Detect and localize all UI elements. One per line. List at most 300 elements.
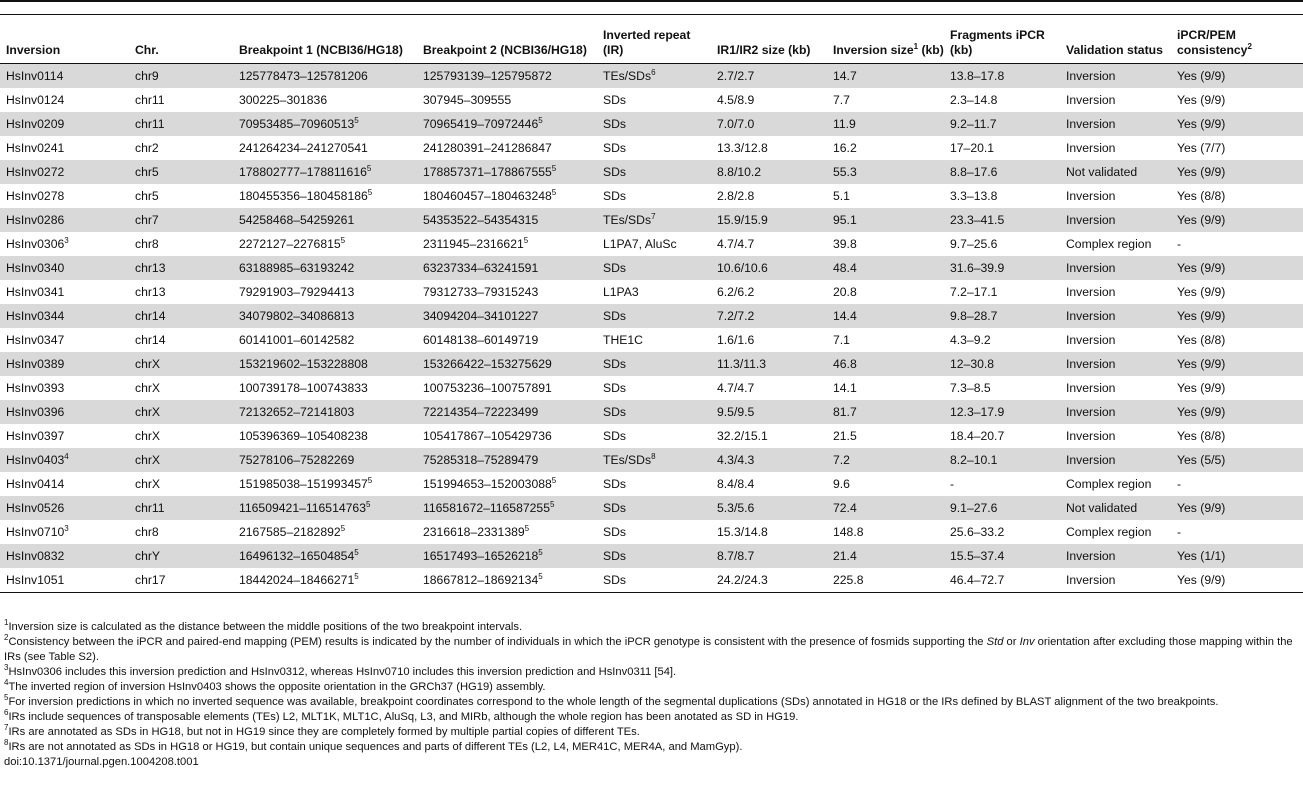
footnote-marker: 5 — [354, 548, 359, 557]
cell-consistency-text: - — [1177, 477, 1182, 491]
cell-breakpoint-1-text: 60141001–60142582 — [239, 333, 355, 347]
cell-breakpoint-1-text: 16496132–16504854 — [239, 549, 355, 563]
cell-breakpoint-1 — [233, 472, 417, 496]
cell-ir-size-text: 32.2/15.1 — [717, 429, 768, 443]
cell-inverted-repeat-text: L1PA3 — [603, 285, 639, 299]
cell-chr-text: chr11 — [135, 93, 165, 107]
cell-validation-status — [1060, 520, 1171, 544]
cell-breakpoint-2-text: 153266422–153275629 — [423, 357, 552, 371]
table-row — [0, 376, 1303, 400]
table-row — [0, 280, 1303, 304]
cell-fragments-ipcr — [944, 88, 1060, 112]
cell-breakpoint-1-text: 125778473–125781206 — [239, 69, 368, 83]
cell-ir-size — [711, 208, 827, 232]
footnote-text: IRs include sequences of transposable elements (TEs) L2, MLT1K, MLT1C, AluSq, L3, and MIRb, although the whole region has been anotated as SD in HG19. — [8, 711, 799, 723]
cell-breakpoint-1-text: 75278106–75282269 — [239, 453, 355, 467]
cell-validation-status-text: Inversion — [1066, 285, 1116, 299]
cell-breakpoint-1 — [233, 160, 417, 184]
footnote-marker: 5 — [366, 164, 372, 173]
cell-validation-status-text: Inversion — [1066, 357, 1116, 371]
cell-consistency — [1171, 544, 1303, 568]
cell-consistency-text: Yes (9/9) — [1177, 285, 1226, 299]
cell-breakpoint-1 — [233, 568, 417, 593]
cell-validation-status — [1060, 424, 1171, 448]
cell-consistency — [1171, 280, 1303, 304]
cell-inverted-repeat — [597, 496, 711, 520]
cell-inverted-repeat — [597, 112, 711, 136]
cell-breakpoint-2-text: 180460457–180463248 — [423, 189, 552, 203]
col-header-inverted-repeat: Inverted repeat (IR) — [597, 28, 711, 64]
cell-chr-text: chrX — [135, 477, 161, 491]
cell-inverted-repeat — [597, 208, 711, 232]
cell-ir-size-text: 4.7/4.7 — [717, 237, 755, 251]
cell-consistency — [1171, 160, 1303, 184]
cell-inversion — [0, 424, 129, 448]
footnote-number: 1 — [4, 618, 9, 627]
cell-breakpoint-2 — [417, 184, 597, 208]
cell-fragments-ipcr-text: 2.3–14.8 — [950, 93, 998, 107]
cell-inversion-text: HsInv0414 — [6, 477, 65, 491]
cell-inversion-size-text: 48.4 — [833, 261, 857, 275]
cell-inverted-repeat — [597, 472, 711, 496]
footnote-text: or — [1003, 636, 1020, 648]
cell-consistency-text: Yes (8/8) — [1177, 189, 1226, 203]
cell-chr — [129, 328, 233, 352]
cell-inversion-size-text: 7.7 — [833, 93, 850, 107]
cell-consistency — [1171, 136, 1303, 160]
footnote-marker: 5 — [538, 116, 543, 125]
col-header-validation-status: Validation status — [1060, 28, 1171, 64]
cell-consistency — [1171, 208, 1303, 232]
cell-fragments-ipcr-text: 31.6–39.9 — [950, 261, 1005, 275]
cell-consistency-text: Yes (5/5) — [1177, 453, 1226, 467]
cell-breakpoint-1-text: 178802777–178811616 — [239, 165, 367, 179]
cell-chr-text: chr13 — [135, 261, 166, 275]
cell-fragments-ipcr — [944, 472, 1060, 496]
cell-inversion-size-text: 21.5 — [833, 429, 857, 443]
cell-inversion-text: HsInv0241 — [6, 141, 65, 155]
cell-consistency — [1171, 400, 1303, 424]
cell-breakpoint-2-text: 125793139–125795872 — [423, 69, 552, 83]
cell-ir-size-text: 2.8/2.8 — [717, 189, 755, 203]
cell-breakpoint-1 — [233, 184, 417, 208]
cell-inversion-size-text: 225.8 — [833, 573, 864, 587]
cell-validation-status — [1060, 232, 1171, 256]
cell-consistency-text: Yes (9/9) — [1177, 381, 1226, 395]
cell-inversion-size — [827, 136, 944, 160]
cell-inversion-text: HsInv0209 — [6, 117, 65, 131]
cell-validation-status-text: Not validated — [1066, 165, 1138, 179]
cell-breakpoint-1-text: 72132652–72141803 — [239, 405, 355, 419]
cell-inversion-size-text: 21.4 — [833, 549, 857, 563]
cell-inverted-repeat-text: SDs — [603, 501, 627, 515]
cell-chr-text: chrX — [135, 357, 161, 371]
cell-breakpoint-2 — [417, 376, 597, 400]
cell-inversion — [0, 64, 129, 89]
cell-consistency-text: - — [1177, 237, 1182, 251]
cell-consistency — [1171, 520, 1303, 544]
cell-chr-text: chr9 — [135, 69, 159, 83]
table-row — [0, 352, 1303, 376]
cell-ir-size — [711, 544, 827, 568]
footnote-6 — [4, 710, 1299, 725]
cell-ir-size-text: 8.7/8.7 — [717, 549, 755, 563]
cell-fragments-ipcr-text: 8.2–10.1 — [950, 453, 998, 467]
cell-breakpoint-1 — [233, 328, 417, 352]
cell-breakpoint-2 — [417, 280, 597, 304]
cell-ir-size-text: 24.2/24.3 — [717, 573, 768, 587]
footnote-marker: 5 — [367, 476, 373, 485]
cell-inversion — [0, 160, 129, 184]
table-row — [0, 208, 1303, 232]
cell-breakpoint-1 — [233, 280, 417, 304]
cell-inversion-size — [827, 160, 944, 184]
cell-inversion — [0, 352, 129, 376]
footnote-marker: 4 — [64, 452, 69, 461]
cell-fragments-ipcr-text: - — [950, 477, 955, 491]
cell-fragments-ipcr-text: 3.3–13.8 — [950, 189, 998, 203]
cell-breakpoint-1-text: 116509421–116514763 — [239, 501, 366, 515]
footnote-number: 8 — [4, 738, 9, 747]
cell-inversion-size-text: 14.1 — [833, 381, 857, 395]
cell-validation-status — [1060, 184, 1171, 208]
cell-chr-text: chr5 — [135, 189, 159, 203]
cell-inversion — [0, 496, 129, 520]
cell-inversion — [0, 280, 129, 304]
cell-chr — [129, 448, 233, 472]
cell-inversion-text: HsInv0832 — [6, 549, 65, 563]
footnote-marker: 5 — [538, 572, 543, 581]
cell-inversion-size — [827, 544, 944, 568]
cell-fragments-ipcr-text: 15.5–37.4 — [950, 549, 1005, 563]
cell-validation-status-text: Inversion — [1066, 261, 1116, 275]
cell-inversion-size — [827, 472, 944, 496]
cell-fragments-ipcr-text: 12.3–17.9 — [950, 405, 1005, 419]
cell-ir-size — [711, 256, 827, 280]
cell-fragments-ipcr — [944, 568, 1060, 593]
cell-inversion — [0, 328, 129, 352]
cell-breakpoint-2 — [417, 544, 597, 568]
table-row — [0, 232, 1303, 256]
doi-line: doi:10.1371/journal.pgen.1004208.t001 — [4, 756, 199, 768]
cell-breakpoint-1-text: 151985038–151993457 — [239, 477, 368, 491]
cell-chr — [129, 424, 233, 448]
cell-inversion-size — [827, 496, 944, 520]
cell-fragments-ipcr — [944, 448, 1060, 472]
cell-consistency-text: Yes (9/9) — [1177, 357, 1226, 371]
cell-chr — [129, 376, 233, 400]
footnote-list — [4, 620, 1299, 755]
cell-chr-text: chrX — [135, 405, 161, 419]
cell-ir-size-text: 4.7/4.7 — [717, 381, 755, 395]
col-header-breakpoint-1: Breakpoint 1 (NCBI36/HG18) — [233, 28, 417, 64]
footnote-8 — [4, 740, 1299, 755]
cell-inversion-size-text: 46.8 — [833, 357, 857, 371]
cell-ir-size-text: 15.3/14.8 — [717, 525, 768, 539]
footnote-number: 2 — [4, 633, 9, 642]
cell-ir-size-text: 7.2/7.2 — [717, 309, 755, 323]
cell-chr — [129, 184, 233, 208]
cell-chr — [129, 208, 233, 232]
cell-inverted-repeat-text: TEs/SDs — [603, 69, 652, 83]
cell-inversion-text: HsInv0347 — [6, 333, 65, 347]
cell-breakpoint-1 — [233, 112, 417, 136]
cell-inverted-repeat-text: SDs — [603, 309, 627, 323]
cell-chr — [129, 280, 233, 304]
table-row — [0, 256, 1303, 280]
cell-validation-status-text: Inversion — [1066, 453, 1116, 467]
cell-ir-size — [711, 328, 827, 352]
cell-inversion-size-text: 9.6 — [833, 477, 850, 491]
cell-breakpoint-1 — [233, 520, 417, 544]
cell-fragments-ipcr — [944, 520, 1060, 544]
cell-chr — [129, 136, 233, 160]
cell-inversion-size — [827, 280, 944, 304]
cell-breakpoint-2 — [417, 400, 597, 424]
cell-consistency-text: Yes (9/9) — [1177, 93, 1226, 107]
cell-inverted-repeat-text: THE1C — [603, 333, 643, 347]
cell-chr-text: chr2 — [135, 141, 159, 155]
cell-breakpoint-1-text: 18442024–18466271 — [239, 573, 355, 587]
cell-chr — [129, 88, 233, 112]
cell-validation-status — [1060, 496, 1171, 520]
cell-breakpoint-1-text: 79291903–79294413 — [239, 285, 355, 299]
cell-fragments-ipcr-text: 7.2–17.1 — [950, 285, 998, 299]
cell-chr-text: chr14 — [135, 309, 166, 323]
cell-inverted-repeat — [597, 232, 711, 256]
table-row — [0, 88, 1303, 112]
cell-inversion-size-text: 7.1 — [833, 333, 850, 347]
cell-inversion — [0, 112, 129, 136]
cell-ir-size-text: 1.6/1.6 — [717, 333, 755, 347]
cell-consistency-text: Yes (9/9) — [1177, 309, 1226, 323]
cell-breakpoint-2-text: 100753236–100757891 — [423, 381, 552, 395]
footnote-marker: 5 — [340, 236, 346, 245]
cell-breakpoint-2-text: 75285318–75289479 — [423, 453, 539, 467]
cell-inverted-repeat-text: SDs — [603, 141, 627, 155]
table-row — [0, 328, 1303, 352]
cell-chr — [129, 472, 233, 496]
cell-breakpoint-2 — [417, 160, 597, 184]
cell-inversion-text: HsInv0278 — [6, 189, 65, 203]
cell-breakpoint-1 — [233, 424, 417, 448]
cell-inversion-size-text: 14.4 — [833, 309, 857, 323]
cell-fragments-ipcr-text: 46.4–72.7 — [950, 573, 1005, 587]
cell-consistency-text: Yes (9/9) — [1177, 117, 1226, 131]
cell-fragments-ipcr-text: 18.4–20.7 — [950, 429, 1005, 443]
footnote-marker: 3 — [64, 524, 69, 533]
cell-fragments-ipcr-text: 4.3–9.2 — [950, 333, 991, 347]
cell-breakpoint-1-text: 180455356–180458186 — [239, 189, 368, 203]
cell-inverted-repeat — [597, 280, 711, 304]
cell-chr — [129, 568, 233, 593]
cell-breakpoint-2 — [417, 520, 597, 544]
cell-chr-text: chr5 — [135, 165, 159, 179]
cell-breakpoint-2-text: 116581672–116587255 — [423, 501, 550, 515]
col-header-inversion: Inversion — [0, 28, 129, 64]
cell-inversion-size — [827, 448, 944, 472]
cell-breakpoint-2 — [417, 208, 597, 232]
cell-consistency-text: Yes (7/7) — [1177, 141, 1226, 155]
cell-ir-size — [711, 88, 827, 112]
cell-inverted-repeat — [597, 304, 711, 328]
cell-fragments-ipcr — [944, 376, 1060, 400]
cell-breakpoint-2 — [417, 496, 597, 520]
cell-inverted-repeat — [597, 256, 711, 280]
cell-chr — [129, 496, 233, 520]
cell-ir-size-text: 15.9/15.9 — [717, 213, 768, 227]
footnote-marker: 5 — [549, 500, 555, 509]
cell-inversion — [0, 88, 129, 112]
cell-ir-size-text: 8.8/10.2 — [717, 165, 762, 179]
cell-inversion-size-text: 81.7 — [833, 405, 857, 419]
cell-chr — [129, 400, 233, 424]
footnote-marker: 5 — [354, 116, 359, 125]
cell-breakpoint-1-text: 153219602–153228808 — [239, 357, 368, 371]
cell-fragments-ipcr — [944, 400, 1060, 424]
cell-ir-size — [711, 376, 827, 400]
cell-inverted-repeat — [597, 520, 711, 544]
cell-inversion-size — [827, 256, 944, 280]
footnote-text: For inversion predictions in which no inverted sequence was available, breakpoint coordinates correspond to the whole length of the segmental duplications (SDs) annotated in HG18 or the IRs defined by BLAST alignment of the two breakpoints. — [8, 696, 1219, 708]
cell-chr-text: chrX — [135, 381, 161, 395]
cell-breakpoint-2 — [417, 448, 597, 472]
footnote-marker: 5 — [340, 524, 346, 533]
table-row — [0, 184, 1303, 208]
table-row — [0, 160, 1303, 184]
cell-inversion — [0, 472, 129, 496]
footnote-2 — [4, 635, 1299, 665]
cell-chr-text: chr8 — [135, 237, 159, 251]
cell-ir-size — [711, 184, 827, 208]
cell-inversion-size — [827, 112, 944, 136]
footnote-number: 4 — [4, 678, 9, 687]
footnote-number: 6 — [4, 708, 9, 717]
cell-ir-size-text: 9.5/9.5 — [717, 405, 755, 419]
table-row — [0, 448, 1303, 472]
footnote-marker: 5 — [551, 476, 557, 485]
top-rule — [0, 0, 1303, 2]
cell-validation-status — [1060, 472, 1171, 496]
cell-ir-size-text: 4.5/8.9 — [717, 93, 755, 107]
cell-fragments-ipcr — [944, 328, 1060, 352]
cell-fragments-ipcr-text: 8.8–17.6 — [950, 165, 998, 179]
table-row — [0, 400, 1303, 424]
cell-inversion — [0, 184, 129, 208]
cell-inversion-size — [827, 232, 944, 256]
cell-chr-text: chr7 — [135, 213, 159, 227]
inversion-table — [0, 28, 1303, 593]
cell-inversion-size — [827, 400, 944, 424]
caption-rule — [0, 14, 1303, 15]
cell-validation-status — [1060, 160, 1171, 184]
cell-inverted-repeat — [597, 544, 711, 568]
cell-consistency — [1171, 376, 1303, 400]
cell-consistency — [1171, 496, 1303, 520]
cell-breakpoint-2-text: 34094204–34101227 — [423, 309, 539, 323]
cell-consistency-text: Yes (9/9) — [1177, 501, 1226, 515]
cell-validation-status-text: Inversion — [1066, 189, 1116, 203]
cell-inverted-repeat-text: SDs — [603, 525, 627, 539]
col-header-breakpoint-2: Breakpoint 2 (NCBI36/HG18) — [417, 28, 597, 64]
cell-validation-status-text: Inversion — [1066, 405, 1116, 419]
cell-breakpoint-2 — [417, 112, 597, 136]
cell-inverted-repeat-text: SDs — [603, 429, 627, 443]
cell-consistency — [1171, 184, 1303, 208]
cell-breakpoint-2 — [417, 304, 597, 328]
cell-breakpoint-2 — [417, 64, 597, 89]
cell-validation-status-text: Inversion — [1066, 381, 1116, 395]
cell-ir-size — [711, 520, 827, 544]
cell-ir-size — [711, 232, 827, 256]
cell-inversion-size-text: 55.3 — [833, 165, 857, 179]
cell-fragments-ipcr — [944, 352, 1060, 376]
cell-inversion-size-text: 5.1 — [833, 189, 850, 203]
cell-breakpoint-2 — [417, 328, 597, 352]
cell-breakpoint-1-text: 2272127–2276815 — [239, 237, 341, 251]
cell-inversion-size — [827, 304, 944, 328]
cell-inverted-repeat — [597, 88, 711, 112]
cell-validation-status — [1060, 280, 1171, 304]
cell-validation-status-text: Inversion — [1066, 141, 1116, 155]
cell-consistency — [1171, 448, 1303, 472]
cell-breakpoint-2-text: 18667812–18692134 — [423, 573, 539, 587]
cell-breakpoint-2 — [417, 352, 597, 376]
cell-breakpoint-2-text: 63237334–63241591 — [423, 261, 539, 275]
cell-validation-status — [1060, 64, 1171, 89]
cell-inversion — [0, 568, 129, 593]
cell-breakpoint-2-text: 72214354–72223499 — [423, 405, 539, 419]
cell-chr-text: chr8 — [135, 525, 159, 539]
cell-breakpoint-2-text: 151994653–152003088 — [423, 477, 552, 491]
footnote-marker: 5 — [354, 572, 359, 581]
cell-validation-status-text: Inversion — [1066, 429, 1116, 443]
cell-consistency-text: Yes (9/9) — [1177, 213, 1226, 227]
cell-breakpoint-2-text: 54353522–54354315 — [423, 213, 539, 227]
cell-inverted-repeat — [597, 328, 711, 352]
cell-fragments-ipcr — [944, 112, 1060, 136]
cell-ir-size — [711, 472, 827, 496]
cell-inversion-size-text: 7.2 — [833, 453, 850, 467]
cell-ir-size-text: 5.3/5.6 — [717, 501, 755, 515]
cell-consistency — [1171, 88, 1303, 112]
cell-inversion-size — [827, 568, 944, 593]
footnote-3 — [4, 665, 1299, 680]
cell-chr — [129, 256, 233, 280]
cell-breakpoint-1-text: 300225–301836 — [239, 93, 328, 107]
cell-breakpoint-2-text: 16517493–16526218 — [423, 549, 539, 563]
cell-chr — [129, 232, 233, 256]
cell-inverted-repeat-text: TEs/SDs — [603, 453, 652, 467]
footnote-text: IRs are annotated as SDs in HG18, but not in HG19 since they are completely formed by multiple partial copies of different TEs. — [8, 726, 640, 738]
cell-inversion-size — [827, 184, 944, 208]
footnote-marker: 5 — [367, 188, 373, 197]
cell-validation-status — [1060, 376, 1171, 400]
cell-inversion — [0, 520, 129, 544]
cell-breakpoint-1 — [233, 208, 417, 232]
cell-chr — [129, 304, 233, 328]
footnote-number: 5 — [4, 693, 9, 702]
cell-consistency — [1171, 472, 1303, 496]
cell-chr-text: chr11 — [135, 117, 165, 131]
cell-chr-text: chr17 — [135, 573, 166, 587]
footnote-marker: 3 — [64, 236, 69, 245]
footnote-number: 3 — [4, 663, 9, 672]
cell-fragments-ipcr — [944, 64, 1060, 89]
cell-validation-status — [1060, 136, 1171, 160]
cell-validation-status-text: Inversion — [1066, 549, 1116, 563]
cell-breakpoint-1-text: 100739178–100743833 — [239, 381, 368, 395]
